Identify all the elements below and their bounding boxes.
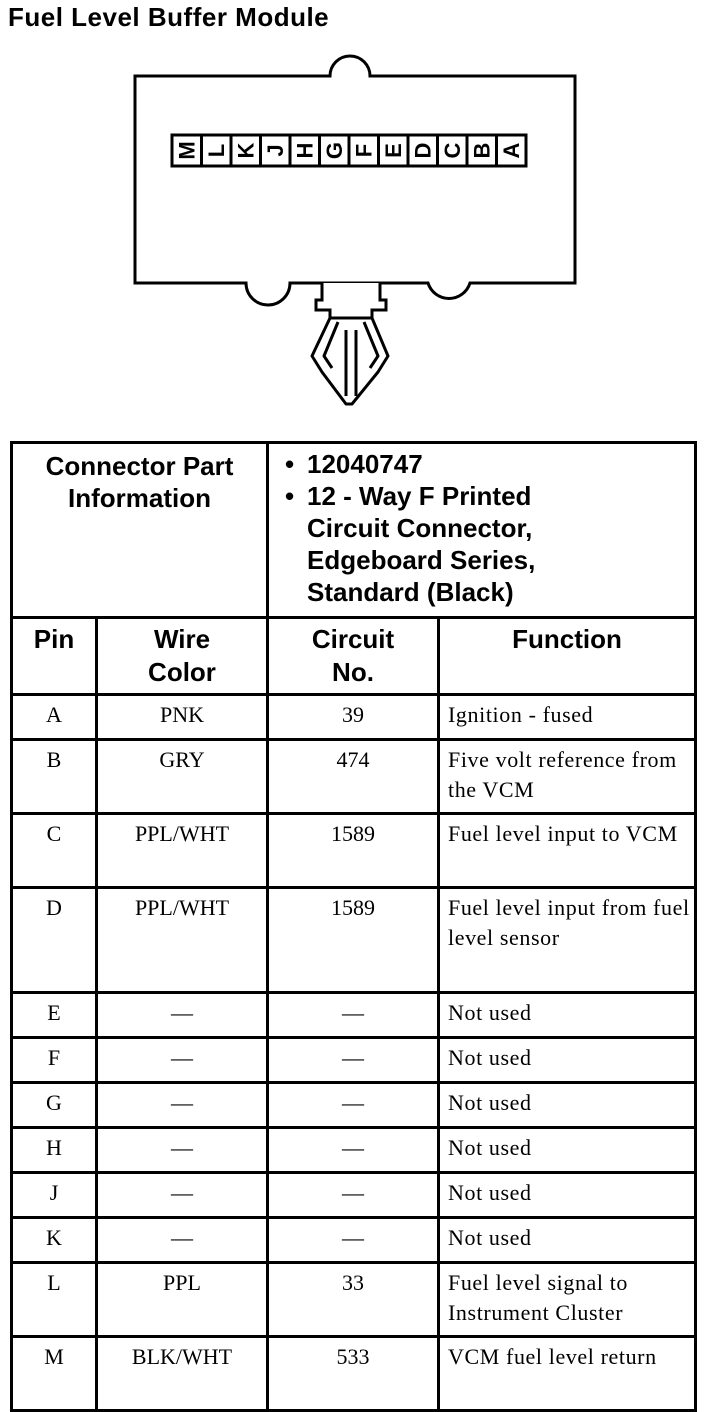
circuit-no-cell: — bbox=[268, 1083, 439, 1128]
circuit-no-cell: 474 bbox=[268, 740, 439, 814]
circuit-no-cell: 1589 bbox=[268, 888, 439, 993]
wire-color-cell: — bbox=[97, 1038, 268, 1083]
pin-cell: A bbox=[12, 695, 97, 740]
col-header-wire-color: Wire Color bbox=[97, 618, 268, 695]
pin-label-c: C bbox=[439, 142, 465, 159]
pin-label-k: K bbox=[233, 142, 259, 159]
circuit-no-cell: — bbox=[268, 1038, 439, 1083]
pin-label-m: M bbox=[174, 141, 200, 160]
wire-color-cell: PPL bbox=[97, 1263, 268, 1337]
table-row bbox=[12, 1337, 696, 1411]
connector-table bbox=[10, 441, 697, 1412]
wire-color-cell: BLK/WHT bbox=[97, 1337, 268, 1411]
pin-label-a: A bbox=[498, 142, 524, 159]
pin-cell: H bbox=[12, 1128, 97, 1173]
pin-cell: M bbox=[12, 1337, 97, 1411]
part-number: • 12040747 bbox=[307, 448, 694, 480]
col-header-function: Function bbox=[439, 618, 696, 695]
connector-stem bbox=[316, 283, 386, 318]
pin-cell: C bbox=[12, 814, 97, 888]
part-info-row bbox=[12, 443, 696, 618]
function-cell: Fuel level signal to Instrument Cluster bbox=[439, 1263, 696, 1337]
function-cell: Five volt reference from the VCM bbox=[439, 740, 696, 814]
column-header-row bbox=[12, 618, 696, 695]
table-row bbox=[12, 1218, 696, 1263]
pin-label-j: J bbox=[262, 144, 288, 157]
circuit-no-cell: — bbox=[268, 1128, 439, 1173]
pin-cell: E bbox=[12, 993, 97, 1038]
function-cell: VCM fuel level return bbox=[439, 1337, 696, 1411]
wire-color-cell: — bbox=[97, 1128, 268, 1173]
circuit-no-cell: — bbox=[268, 1173, 439, 1218]
wire-color-cell: — bbox=[97, 1173, 268, 1218]
pin-label-b: B bbox=[469, 142, 495, 159]
function-cell: Fuel level input to VCM bbox=[439, 814, 696, 888]
function-cell: Not used bbox=[439, 1173, 696, 1218]
pin-label-d: D bbox=[410, 142, 436, 159]
pin-strip bbox=[172, 135, 526, 166]
col-header-pin: Pin bbox=[12, 618, 97, 695]
pin-cell: G bbox=[12, 1083, 97, 1128]
table-row bbox=[12, 1263, 696, 1337]
col-header-circuit-no: Circuit No. bbox=[268, 618, 439, 695]
table-row bbox=[12, 1128, 696, 1173]
pin-label-l: L bbox=[203, 143, 229, 158]
part-info-values bbox=[268, 443, 696, 618]
pin-label-g: G bbox=[321, 141, 347, 160]
pin-cell: F bbox=[12, 1038, 97, 1083]
page-title: Fuel Level Buffer Module bbox=[8, 2, 330, 32]
function-cell: Not used bbox=[439, 1218, 696, 1263]
circuit-no-cell: — bbox=[268, 993, 439, 1038]
function-cell: Not used bbox=[439, 993, 696, 1038]
wire-color-cell: — bbox=[97, 1218, 268, 1263]
module-outline bbox=[135, 56, 575, 305]
table-row bbox=[12, 740, 696, 814]
retainer-clip bbox=[312, 318, 388, 404]
pin-cell: B bbox=[12, 740, 97, 814]
table-row bbox=[12, 814, 696, 888]
circuit-no-cell: — bbox=[268, 1218, 439, 1263]
table-row bbox=[12, 888, 696, 993]
table-row bbox=[12, 993, 696, 1038]
pin-label-h: H bbox=[292, 142, 318, 159]
wire-color-cell: PPL/WHT bbox=[97, 814, 268, 888]
table-row bbox=[12, 1038, 696, 1083]
connector-diagram bbox=[0, 0, 704, 420]
table-row bbox=[12, 1083, 696, 1128]
wire-color-cell: — bbox=[97, 1083, 268, 1128]
circuit-no-cell: 39 bbox=[268, 695, 439, 740]
wire-color-cell: — bbox=[97, 993, 268, 1038]
pin-label-f: F bbox=[351, 143, 377, 158]
wire-color-cell: PPL/WHT bbox=[97, 888, 268, 993]
part-description: • 12 - Way F Printed Circuit Connector, Edgeboard Series, Standard (Black) bbox=[307, 480, 607, 608]
pin-cell: K bbox=[12, 1218, 97, 1263]
pin-cell: D bbox=[12, 888, 97, 993]
function-cell: Ignition - fused bbox=[439, 695, 696, 740]
pin-cell: J bbox=[12, 1173, 97, 1218]
wire-color-cell: PNK bbox=[97, 695, 268, 740]
table-row bbox=[12, 1173, 696, 1218]
part-info-label: Connector Part Information bbox=[12, 443, 268, 618]
function-cell: Not used bbox=[439, 1083, 696, 1128]
circuit-no-cell: 33 bbox=[268, 1263, 439, 1337]
pin-label-e: E bbox=[380, 143, 406, 158]
circuit-no-cell: 533 bbox=[268, 1337, 439, 1411]
function-cell: Fuel level input from fuel level sensor bbox=[439, 888, 696, 993]
part-info-list bbox=[269, 444, 694, 614]
circuit-no-cell: 1589 bbox=[268, 814, 439, 888]
table-row bbox=[12, 695, 696, 740]
function-cell: Not used bbox=[439, 1128, 696, 1173]
wire-color-cell: GRY bbox=[97, 740, 268, 814]
function-cell: Not used bbox=[439, 1038, 696, 1083]
pin-cell: L bbox=[12, 1263, 97, 1337]
